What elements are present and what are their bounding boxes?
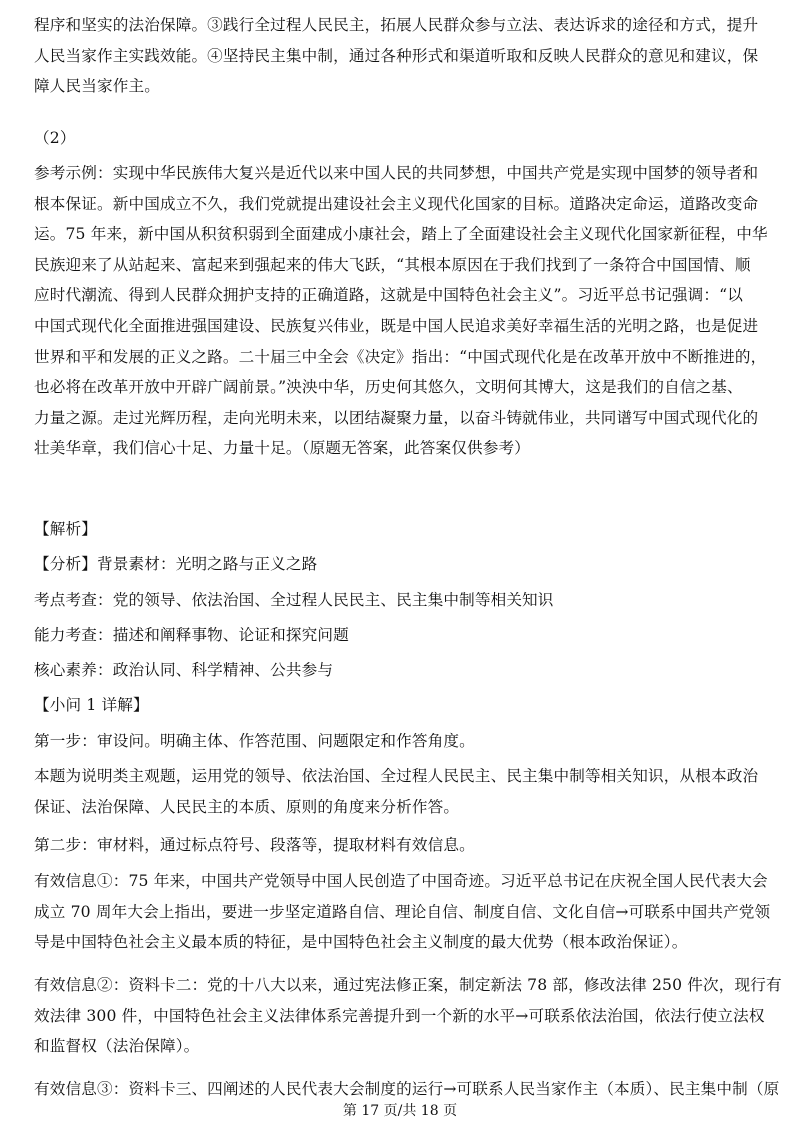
text-line: 运。75 年来，新中国从积贫积弱到全面建成小康社会，踏上了全面建设社会主义现代化国家新征程，中华 xyxy=(34,225,768,244)
text-line: 程序和坚实的法治保障。③践行全过程人民民主，拓展人民群众参与立法、表达诉求的途径和方式，提升 xyxy=(34,16,759,34)
subquestion-heading xyxy=(34,690,149,721)
page-number: 第 17 页/共 18 页 xyxy=(342,1103,458,1119)
text-line: 有效信息①：75 年来，中国共产党领导中国人民创造了中国奇迹。习近平总书记在庆祝全国人民代表大会 xyxy=(34,872,768,890)
text-line: 应时代潮流、得到人民群众拥护支持的正确道路，这就是中国特色社会主义”。习近平总书记强调：“以 xyxy=(34,286,743,305)
text-line: 导是中国特色社会主义最本质的特征，是中国特色社会主义制度的最大优势（根本政治保证）。 xyxy=(34,933,688,952)
reference-answer xyxy=(34,158,768,464)
text-line: 力量之源。走过光辉历程，走向光明未来，以团结凝聚力量，以奋斗铸就伟业，共同谱写中国式现代化的 xyxy=(34,408,759,427)
text-line: 保证、法治保障、人民民主的本质、原则的角度来分析作答。 xyxy=(34,797,460,816)
question-type-explanation xyxy=(34,761,758,822)
text-line: 核心素养：政治认同、科学精神、公共参与 xyxy=(34,661,334,679)
text-line: 【解析】 xyxy=(34,520,97,538)
text-line: 效法律 300 件，中国特色社会主义法律体系完善提升到一个新的水平→可联系依法治国，依法行使立法权 xyxy=(34,1006,765,1025)
text-line: 【分析】背景素材：光明之路与正义之路 xyxy=(34,555,318,573)
text-line: 民族迎来了从站起来、富起来到强起来的伟大飞跃，“其根本原因在于我们找到了一条符合中国国情、顺 xyxy=(34,255,751,274)
text-line: 有效信息②：资料卡二：党的十八大以来，通过宪法修正案，制定新法 78 部，修改法律 250 件次，现行有 xyxy=(34,976,782,994)
text-line: 壮美华章，我们信心十足、力量十足。（原题无答案，此答案仅供参考） xyxy=(34,439,531,458)
analysis-knowledge xyxy=(34,585,554,616)
analysis-background xyxy=(34,549,317,580)
text-line: 有效信息③：资料卡三、四阐述的人民代表大会制度的运行→可联系人民当家作主（本质）、民主集中制（原 xyxy=(34,1080,780,1098)
text-line: 成立 70 周年大会上指出，要进一步坚定道路自信、理论自信、制度自信、文化自信→可联系中国共产党领 xyxy=(34,902,771,921)
step-one xyxy=(34,726,475,757)
text-line: 参考示例：实现中华民族伟大复兴是近代以来中国人民的共同梦想，中国共产党是实现中国梦的领导者和 xyxy=(34,164,759,182)
effective-info-3 xyxy=(34,1074,779,1105)
text-line: 第一步：审设问。明确主体、作答范围、问题限定和作答角度。 xyxy=(34,732,475,750)
analysis-ability xyxy=(34,620,349,651)
analysis-heading xyxy=(34,514,97,545)
page-footer xyxy=(0,1102,800,1120)
text-line: 第二步：审材料，通过标点符号、段落等，提取材料有效信息。 xyxy=(34,836,475,854)
text-line: 障人民当家作主。 xyxy=(34,77,160,96)
text-line: 世界和平和发展的正义之路。二十届三中全会《决定》指出：“中国式现代化是在改革开放中不断推进的， xyxy=(34,347,767,366)
step-two xyxy=(34,830,475,861)
analysis-literacy xyxy=(34,655,333,686)
text-line: 人民当家作主实践效能。④坚持民主集中制，通过各种形式和渠道听取和反映人民群众的意见和建议，保 xyxy=(34,46,759,65)
text-line: 也必将在改革开放中开辟广阔前景。”泱泱中华，历史何其悠久，文明何其博大，这是我们的自信之基、 xyxy=(34,378,743,397)
question-number xyxy=(34,123,76,154)
text-line: 考点考查：党的领导、依法治国、全过程人民民主、民主集中制等相关知识 xyxy=(34,591,554,609)
text-line: 【小问 1 详解】 xyxy=(34,696,149,714)
paragraph-continuation xyxy=(34,10,758,102)
text-line: 根本保证。新中国成立不久，我们党就提出建设社会主义现代化国家的目标。道路决定命运，道路改变命 xyxy=(34,194,759,213)
text-line: 中国式现代化全面推进强国建设、民族复兴伟业，既是中国人民追求美好幸福生活的光明之路，也是促进 xyxy=(34,316,759,335)
text-line: 本题为说明类主观题，运用党的领导、依法治国、全过程人民民主、民主集中制等相关知识，从根本政治 xyxy=(34,767,759,785)
text-line: （2） xyxy=(34,129,76,147)
text-line: 能力考查：描述和阐释事物、论证和探究问题 xyxy=(34,626,349,644)
text-line: 和监督权（法治保障）。 xyxy=(34,1037,200,1056)
effective-info-2 xyxy=(34,970,782,1062)
effective-info-1 xyxy=(34,866,770,958)
